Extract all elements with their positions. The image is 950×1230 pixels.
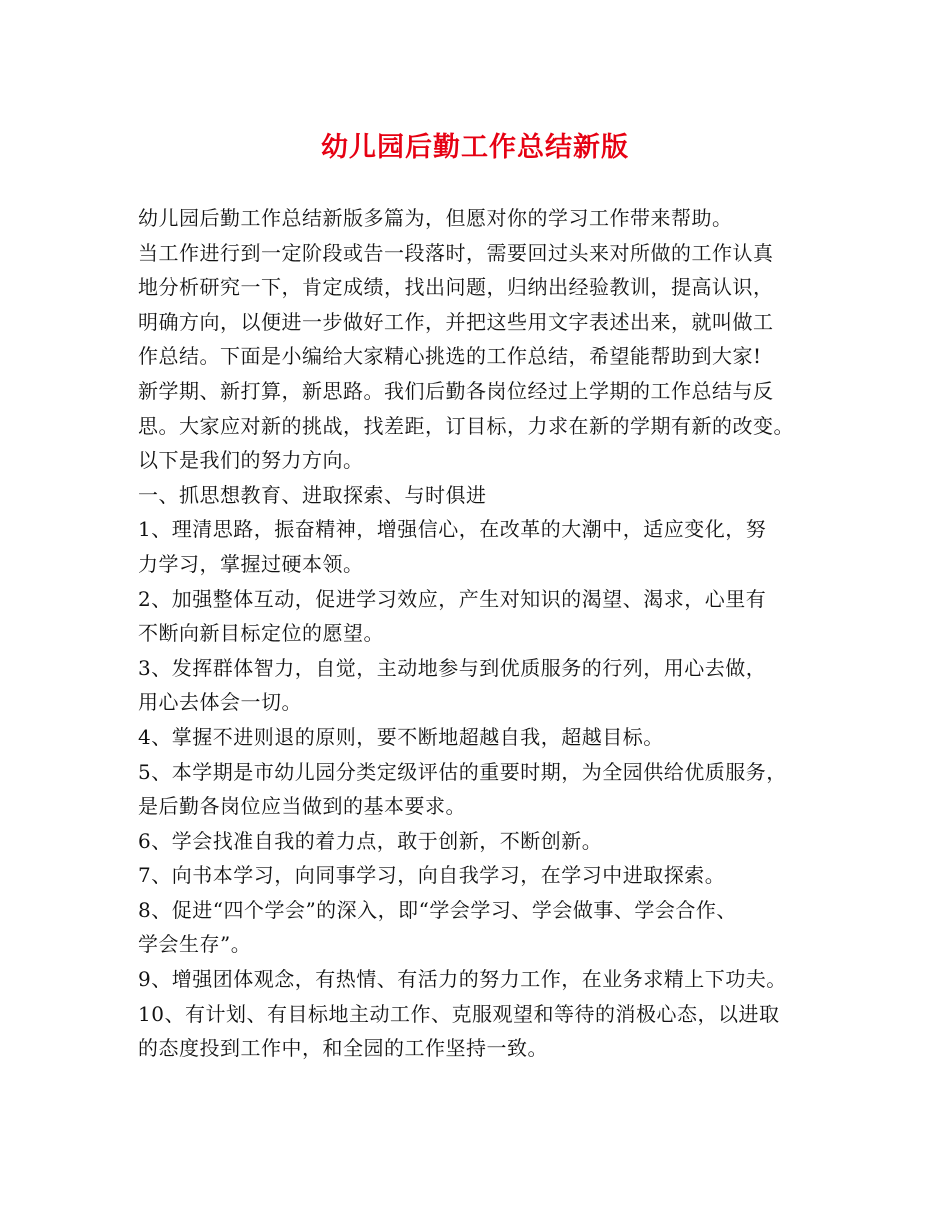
document-title: 幼儿园后勤工作总结新版 (321, 132, 629, 163)
text-line: 作总结。下面是小编给大家精心挑选的工作总结，希望能帮助到大家! (138, 344, 762, 369)
list-item-line: 力学习，掌握过硬本领。 (138, 551, 364, 576)
list-item-line: 4、掌握不进则退的原则，要不断地超越自我，超越目标。 (138, 724, 664, 749)
list-item-line: 用心去体会一切。 (138, 690, 302, 715)
list-item-line: 2、加强整体互动，促进学习效应，产生对知识的渴望、渴求，心里有 (138, 586, 767, 611)
text-line: 思。大家应对新的挑战，找差距，订目标，力求在新的学期有新的改变。 (138, 413, 794, 438)
section-heading: 一、抓思想教育、进取探索、与时俱进 (138, 482, 487, 507)
list-item-line: 的态度投到工作中，和全园的工作坚持一致。 (138, 1036, 548, 1061)
text-line: 地分析研究一下，肯定成绩，找出问题，归纳出经验教训，提高认识， (138, 275, 774, 300)
list-item-line: 1、理清思路，振奋精神，增强信心，在改革的大潮中，适应变化，努 (138, 517, 767, 542)
list-item-line: 10、有计划、有目标地主动工作、克服观望和等待的消极心态，以进取 (138, 1001, 780, 1026)
text-line: 以下是我们的努力方向。 (138, 448, 364, 473)
list-item-line: 3、发挥群体智力，自觉，主动地参与到优质服务的行列，用心去做， (138, 655, 767, 680)
list-item-line: 7、向书本学习，向同事学习，向自我学习，在学习中进取探索。 (138, 863, 726, 888)
list-item-line: 5、本学期是市幼儿园分类定级评估的重要时期，为全园供给优质服务， (138, 759, 787, 784)
list-item-line: 学会生存”。 (138, 932, 252, 957)
list-item-line: 6、学会找准自我的着力点，敢于创新，不断创新。 (138, 828, 603, 853)
text-line: 明确方向，以便进一步做好工作，并把这些用文字表述出来，就叫做工 (138, 309, 774, 334)
list-item-line: 不断向新目标定位的愿望。 (138, 621, 384, 646)
text-line: 新学期、新打算，新思路。我们后勤各岗位经过上学期的工作总结与反 (138, 378, 774, 403)
list-item-line: 8、促进“四个学会”的深入，即“学会学习、学会做事、学会合作、 (138, 897, 737, 922)
list-item-line: 9、增强团体观念，有热情、有活力的努力工作，在业务求精上下功夫。 (138, 967, 787, 992)
text-line: 幼儿园后勤工作总结新版多篇为，但愿对你的学习工作带来帮助。 (138, 206, 733, 230)
document-body (138, 201, 828, 1066)
text-line: 当工作进行到一定阶段或告一段落时，需要回过头来对所做的工作认真 (138, 240, 774, 265)
list-item-line: 是后勤各岗位应当做到的基本要求。 (138, 794, 466, 819)
